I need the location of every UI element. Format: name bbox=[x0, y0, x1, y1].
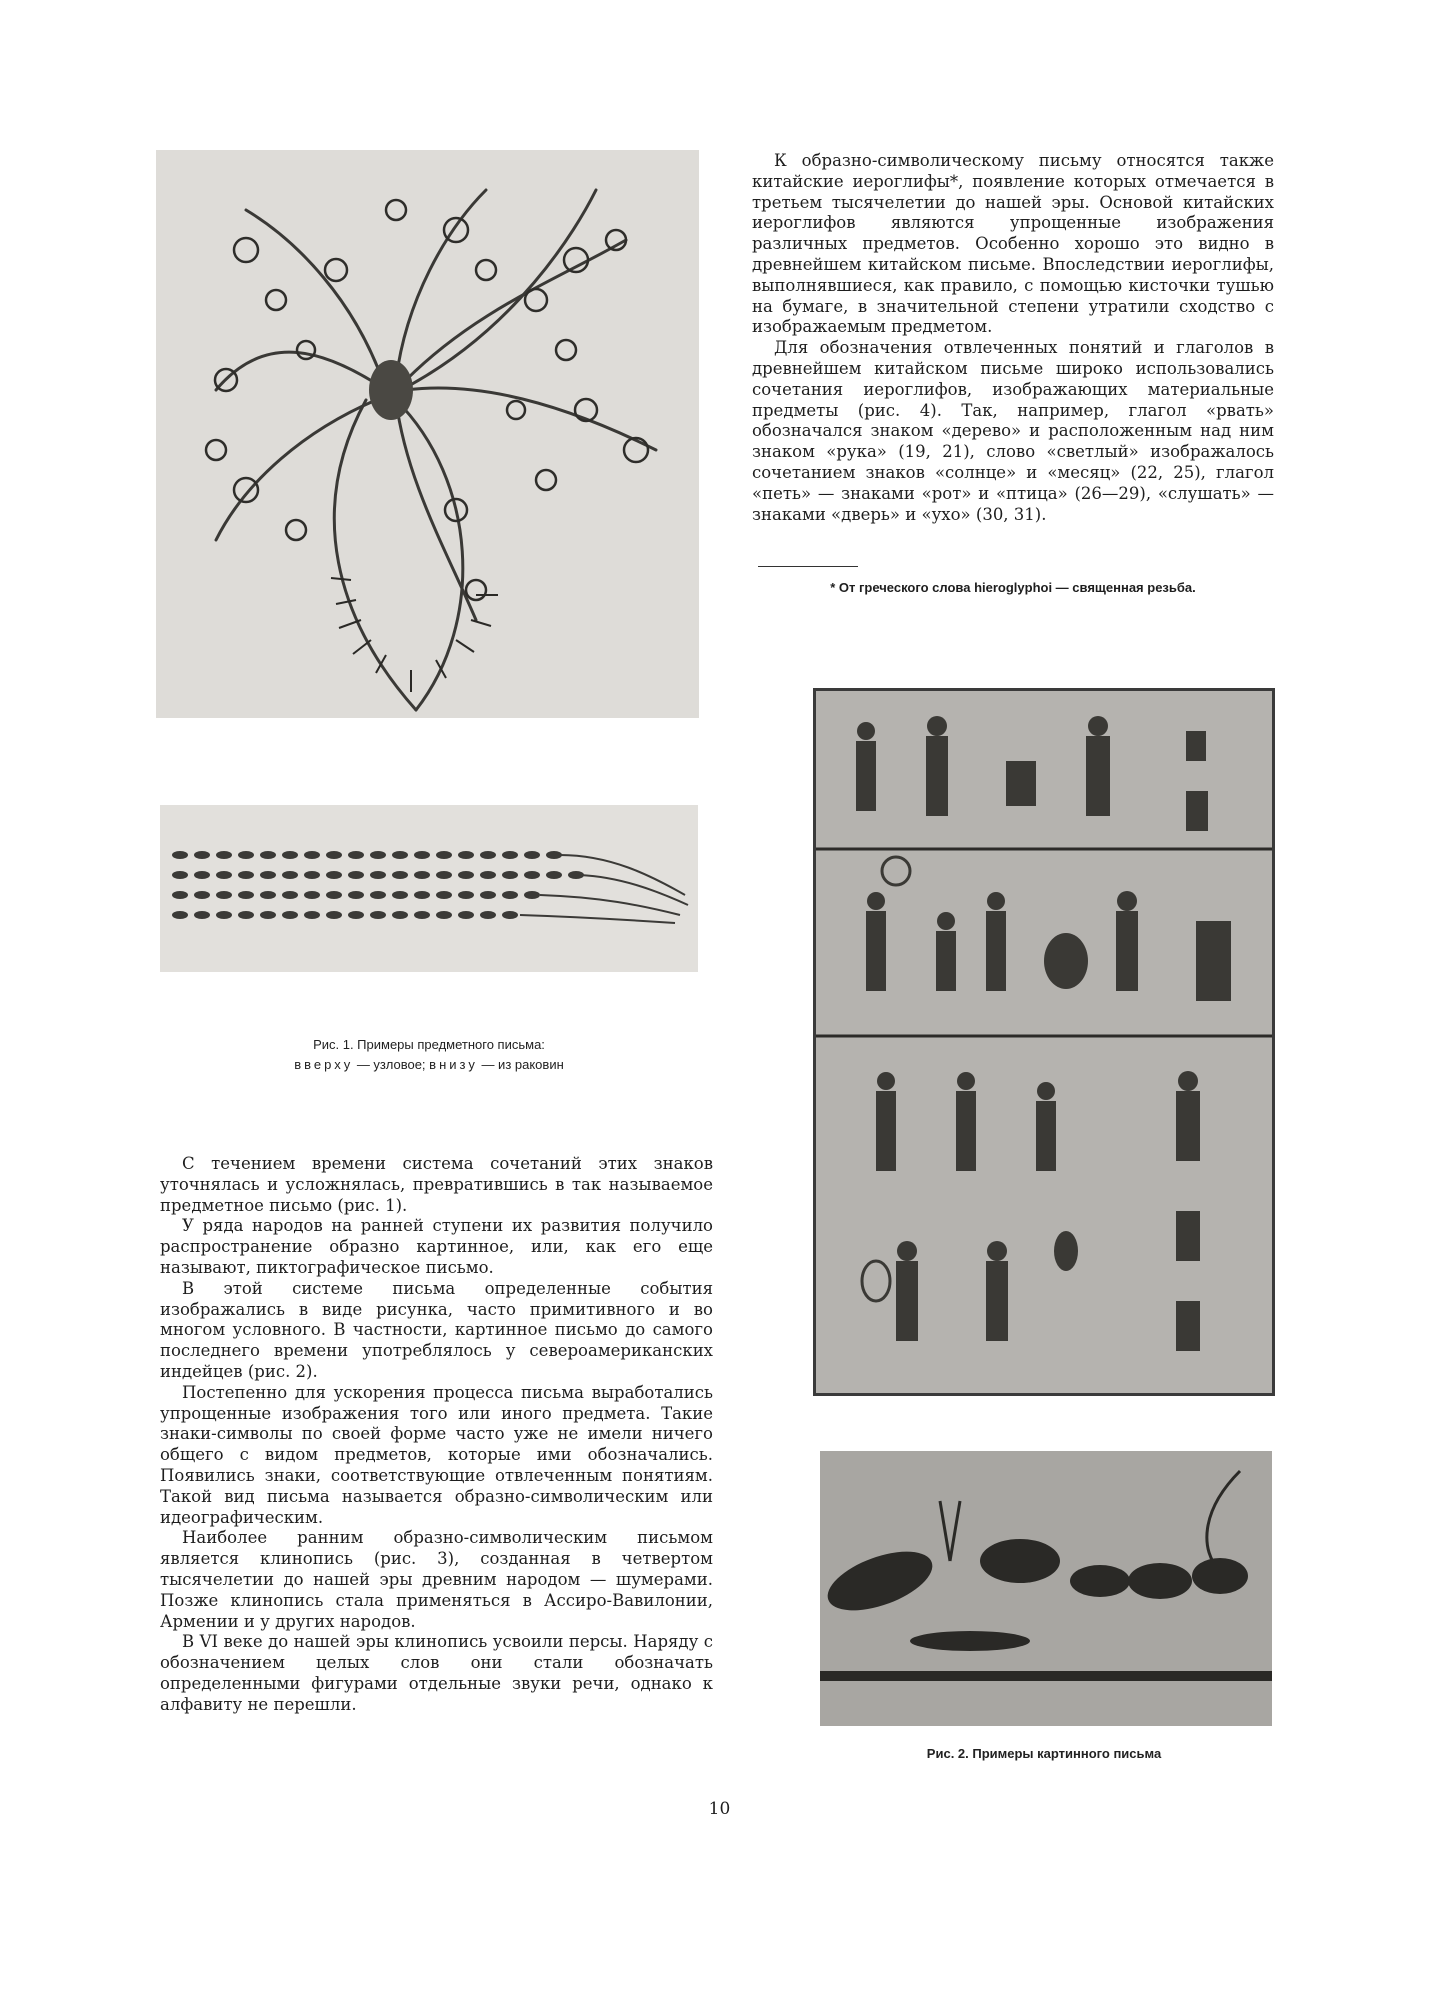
paragraph: В этой системе письма определенные события изображались в виде рисунка, часто примитивного и во многом условного. В частности, картинное письмо до самого последнего времени употреблялось у североамериканских индейцев (рис. 2). bbox=[160, 1278, 713, 1381]
figure-1-caption-details bbox=[160, 1055, 698, 1075]
footnote: * От греческого слова hieroglyphoi — священная резьба. bbox=[830, 580, 1196, 595]
footnote-divider bbox=[758, 566, 858, 567]
knot-writing-photo bbox=[156, 150, 699, 718]
shell-writing-photo bbox=[160, 805, 698, 972]
paragraph: В VI веке до нашей эры клинопись усвоили персы. Наряду с обозначением целых слов они стали обозначать определенными фигурами отдельные звуки речи, однако к алфавиту не перешли. bbox=[160, 1632, 713, 1714]
caption-top-word: вверху bbox=[294, 1057, 354, 1072]
figure-2-caption: Рис. 2. Примеры картинного письма bbox=[926, 1746, 1162, 1761]
figure-1-caption bbox=[160, 1035, 698, 1075]
page-number: 10 bbox=[708, 1799, 731, 1819]
codex-pictograph-photo bbox=[813, 688, 1275, 1396]
figure-1-caption-title: Рис. 1. Примеры предметного письма: bbox=[313, 1037, 545, 1052]
paragraph: Постепенно для ускорения процесса письма выработались упрощенные изображения того или иного предмета. Такие знаки-символы по своей форме часто уже не имели ничего общего с видом предметов, которые ими обозначались. Появились знаки, соответствующие отвлеченным понятиям. Такой вид письма называется образно-символическим или идеографическим. bbox=[160, 1382, 713, 1527]
caption-top-desc: — узловое; bbox=[353, 1057, 430, 1072]
knot-writing-illustration bbox=[156, 150, 699, 718]
paragraph: С течением времени система сочетаний этих знаков уточнялась и усложнялась, превратившись в так называемое предметное письмо (рис. 1). bbox=[160, 1154, 713, 1215]
right-column-text bbox=[752, 151, 1274, 525]
paragraph: Для обозначения отвлеченных понятий и глаголов в древнейшем китайском письме широко использовались сочетания иероглифов, изображающих материальные предметы (рис. 4). Так, например, глагол «рвать» обозначался знаком «дерево» и расположенным над ним знаком «рука» (19, 21), слово «светлый» изображалось сочетанием знаков «солнце» и «месяц» (22, 25), глагол «петь» — знаками «рот» и «птица» (26—29), «слушать» — знаками «дверь» и «ухо» (30, 31). bbox=[752, 338, 1274, 524]
paragraph: Наиболее ранним образно-символическим письмом является клинопись (рис. 3), созданная в четвертом тысячелетии до нашей эры древним народом — шумерами. Позже клинопись стала применяться в Ассиро-Вавилонии, Армении и у других народов. bbox=[160, 1528, 713, 1631]
petroglyph-photo bbox=[820, 1451, 1272, 1726]
caption-bottom-word: внизу bbox=[429, 1057, 478, 1072]
codex-illustration bbox=[816, 691, 1272, 1393]
left-column-text bbox=[160, 1154, 713, 1716]
paragraph: К образно-символическому письму относятся также китайские иероглифы*, появление которых отмечается в третьем тысячелетии до нашей эры. Основой китайских иероглифов являются упрощенные изображения различных предметов. Особенно хорошо это видно в древнейшем китайском письме. Впоследствии иероглифы, выполнявшиеся, как правило, с помощью кисточки тушью на бумаге, в значительной степени утратили сходство с изображаемым предметом. bbox=[752, 151, 1274, 337]
shell-strings-illustration bbox=[160, 805, 698, 972]
caption-bottom-desc: — из раковин bbox=[477, 1057, 564, 1072]
petroglyph-illustration bbox=[820, 1451, 1272, 1726]
paragraph: У ряда народов на ранней ступени их развития получило распространение образно картинное, или, как его еще называют, пиктографическое письмо. bbox=[160, 1216, 713, 1277]
